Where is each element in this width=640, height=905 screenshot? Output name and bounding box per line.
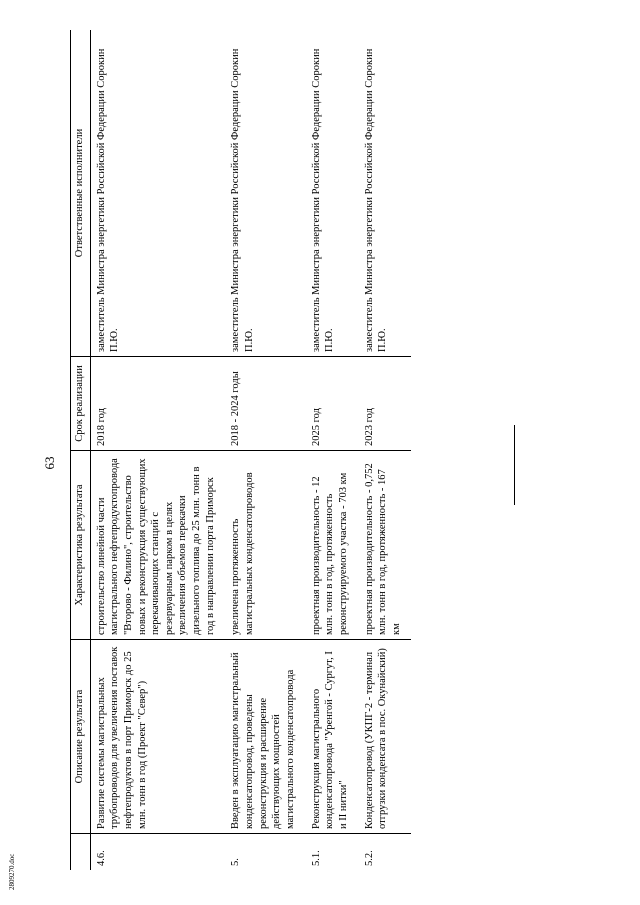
- row-description: Введен в эксплуатацию магистральный конденсатопровод, проведены реконструкция и расширение действующих мощностей магистрального конденсатопровода: [225, 640, 305, 834]
- header-row: [71, 30, 91, 870]
- page-number: 63: [42, 456, 57, 470]
- row-responsible: заместитель Министра энергетики Российской Федерации Сорокин П.Ю.: [359, 30, 412, 357]
- header-term: Срок реализации: [71, 357, 91, 451]
- row-term: 2025 год: [306, 357, 359, 451]
- row-number: 5.2.: [363, 850, 375, 866]
- row-responsible: заместитель Министра энергетики Российской Федерации Сорокин П.Ю.: [225, 30, 305, 357]
- table-row: [359, 30, 412, 870]
- header-characteristic: Характеристика результата: [71, 451, 91, 640]
- row-responsible: заместитель Министра энергетики Российской Федерации Сорокин П.Ю.: [306, 30, 359, 357]
- row-description: Конденсатопровод (УКПГ-2 - терминал отгрузки конденсата в пос. Окунайский): [359, 640, 412, 834]
- row-characteristic: проектная производительность - 0,752 млн. тонн в год, протяженность - 167 км: [359, 451, 412, 640]
- row-characteristic: проектная производительность - 12 млн. тонн в год, протяженность реконструируемого участка - 703 км: [306, 451, 359, 640]
- row-term: 2018 год: [90, 357, 225, 451]
- row-number: 5.1.: [310, 850, 322, 866]
- footer-file-code: 2809270.doc: [8, 853, 16, 890]
- row-description: Реконструкция магистрального конденсатопровода "Уренгой - Сургут, I и II нитки": [306, 640, 359, 834]
- header-responsible: Ответственные исполнители: [71, 30, 91, 357]
- row-characteristic: увеличена протяженность магистральных конденсатопроводов: [225, 451, 305, 640]
- row-characteristic: строительство линейной части магистрального нефтепродуктопровода "Второво - Филино", строительство новых и реконструкция существующих перекачивающих станций с резервуарным парком в целях увеличения объемов перекачки дизельного топлива до 25 млн. тонн в год в направлении порта Приморск: [90, 451, 225, 640]
- row-responsible: заместитель Министра энергетики Российской Федерации Сорокин П.Ю.: [90, 30, 225, 357]
- table-row: [90, 30, 225, 870]
- row-description: Развитие системы магистральных трубопроводов для увеличения поставок нефтепродуктов в порт Приморск до 25 млн. тонн в год (Проект "Север"): [90, 640, 225, 834]
- results-table: [70, 30, 411, 870]
- row-number: 4.6.: [95, 850, 107, 866]
- row-term: 2023 год: [359, 357, 412, 451]
- row-number: 5.: [230, 858, 242, 866]
- header-description: Описание результата: [71, 640, 91, 834]
- end-divider-line: [514, 425, 515, 505]
- table-row: [306, 30, 359, 870]
- table-row: [225, 30, 305, 870]
- row-term: 2018 - 2024 годы: [225, 357, 305, 451]
- rotated-content: [70, 30, 520, 870]
- header-num: [71, 834, 91, 871]
